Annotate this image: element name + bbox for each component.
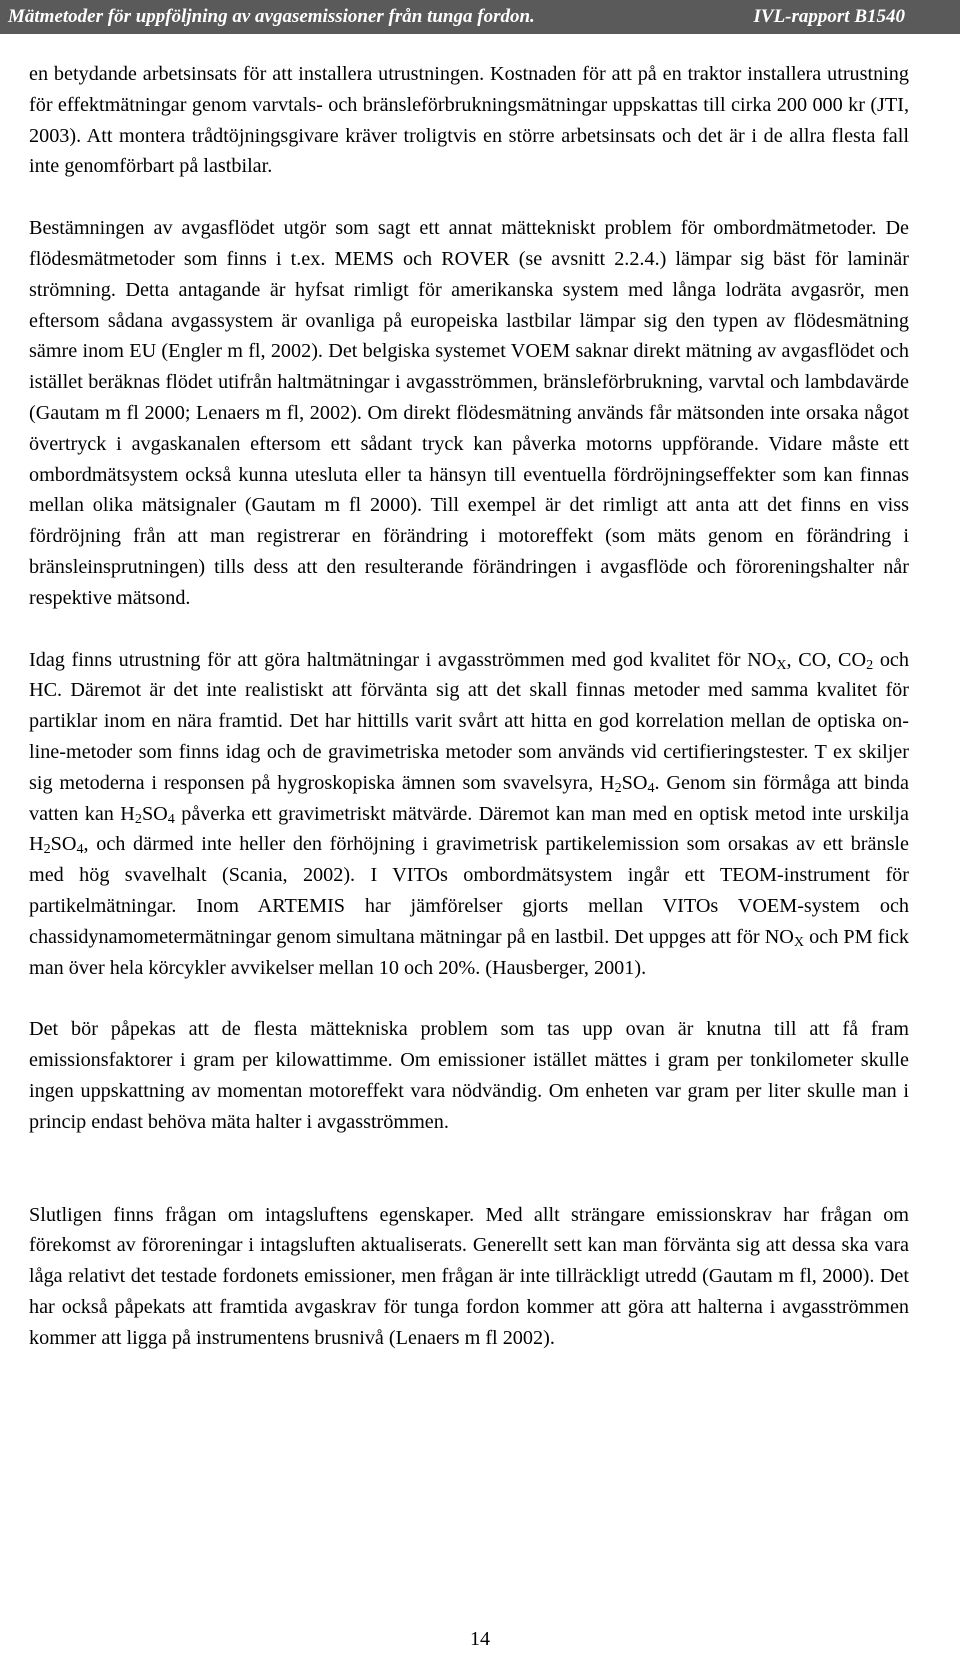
text-segment: och HC. Däremot är det inte realistiskt att förvänta sig att det skall finnas metoder med samma kvalitet för partiklar inom en nära framtid. Det har hittills varit svårt att hitta en god korrelation mellan de optiska on-line-metoder som finns idag och de gravimetriska metoder som används vid certifieringstester. T ex skiljer sig metoderna i responsen på hygroskopiska ämnen som svavelsyra, H xyxy=(29,648,909,794)
subscript: X xyxy=(793,933,805,950)
subscript: 2 xyxy=(866,656,874,673)
report-title: Mätmetoder för uppföljning av avgasemissioner från tunga fordon. xyxy=(8,6,535,27)
subscript: 2 xyxy=(134,810,142,827)
page-number: 14 xyxy=(470,1628,490,1650)
text-segment: påverka ett gravimetriskt mätvärde. Däremot kan man med en optisk metod inte urskilja H xyxy=(29,802,909,856)
paragraph-3 xyxy=(29,645,909,984)
text-segment: SO xyxy=(621,771,648,794)
text-segment: och PM fick man över hela körcykler avvikelser mellan 10 och 20%. (Hausberger, 2001). xyxy=(29,925,909,979)
page-header xyxy=(0,0,960,34)
subscript: 4 xyxy=(76,841,84,858)
subscript: X xyxy=(776,656,787,673)
subscript: 2 xyxy=(614,779,622,796)
body-text xyxy=(29,59,909,1353)
paragraph-2: Bestämningen av avgasflödet utgör som sagt ett annat mättekniskt problem för ombordmätmetoder. De flödesmätmetoder som finns i t.ex. MEMS och ROVER (se avsnitt 2.2.4.) lämpar sig bäst för laminär strömning. Detta antagande är hyfsat rimligt för amerikanska system med långa lodräta avgasrör, men eftersom sådana avgassystem är ovanliga på europeiska lastbilar lämpar sig den typen av flödesmätning sämre inom EU (Engler m fl, 2002). Det belgiska systemet VOEM saknar direkt mätning av avgasflödet och istället beräknas flödet utifrån haltmätningar i avgasströmmen, bränsleförbrukning, varvtal och lambdavärde (Gautam m fl 2000; Lenaers m fl, 2002). Om direkt flödesmätning används får mätsonden inte orsaka något övertryck i avgaskanalen eftersom ett sådant tryck kan påverka motorns uppförande. Vidare måste ett ombordmätsystem också kunna utesluta eller ta hänsyn till eventuella fördröjningseffekter som kan finnas mellan olika mätsignaler (Gautam m fl 2000). Till exempel är det rimligt att anta att det finns en viss fördröjning från att man registrerar en förändring i motoreffekt (som mäts genom en förändring i bränsleinsprutningen) tills dess att den resulterande förändringen i avgasflöde och föroreningshalter når respektive mätsond. xyxy=(29,217,909,609)
text-segment: . Genom sin förmåga att binda vatten kan H xyxy=(29,771,909,825)
text-segment: SO xyxy=(141,802,168,825)
subscript: 2 xyxy=(43,841,51,858)
text-segment: SO xyxy=(50,833,77,856)
subscript: 4 xyxy=(647,779,655,796)
paragraph-4: Det bör påpekas att de flesta mättekniska problem som tas upp ovan är knutna till att få fram emissionsfaktorer i gram per kilowattimme. Om emissioner istället mättes i gram per tonkilometer skulle ingen uppskattning av momentan motoreffekt vara nödvändig. Om enheten var gram per liter skulle man i princip endast behöva mäta halter i avgasströmmen. xyxy=(29,1018,909,1133)
paragraph-5: Slutligen finns frågan om intagsluftens egenskaper. Med allt strängare emissionskrav har frågan om förekomst av föroreningar i intagsluften aktualiserats. Generellt sett kan man förvänta sig att dessa ska vara låga relativt det testade fordonets emissioner, men frågan är inte tillräckligt utredd (Gautam m fl, 2000). Det har också påpekats att framtida avgaskrav för tunga fordon kommer att göra att halterna i avgasströmmen kommer att ligga på instrumentens brusnivå (Lenaers m fl 2002). xyxy=(29,1203,909,1349)
text-segment: Idag finns utrustning för att göra haltmätningar i avgasströmmen med god kvalitet för NO xyxy=(29,648,777,671)
report-id: IVL-rapport B1540 xyxy=(753,6,905,27)
paragraph-1: en betydande arbetsinsats för att installera utrustningen. Kostnaden för att på en traktor installera utrustning för effektmätningar genom varvtals- och bränsleförbrukningsmätningar uppskattas till cirka 200 000 kr (JTI, 2003). Att montera trådtöjningsgivare kräver troligtvis en större arbetsinsats och det är i de allra flesta fall inte genomförbart på lastbilar. xyxy=(29,63,909,178)
subscript: 4 xyxy=(167,810,175,827)
text-segment: , CO, CO xyxy=(786,648,867,671)
text-segment: , och därmed inte heller den förhöjning i gravimetrisk partikelemission som orsakas av ett bränsle med hög svavelhalt (Scania, 2002). I VITOs ombordmätsystem ingår ett TEOM-instrument för partikelmätningar. Inom ARTEMIS har jämförelser gjorts mellan VITOs VOEM-system och chassidynamometermätningar genom simultana mätningar på en lastbil. Det uppges att för NO xyxy=(29,833,909,948)
